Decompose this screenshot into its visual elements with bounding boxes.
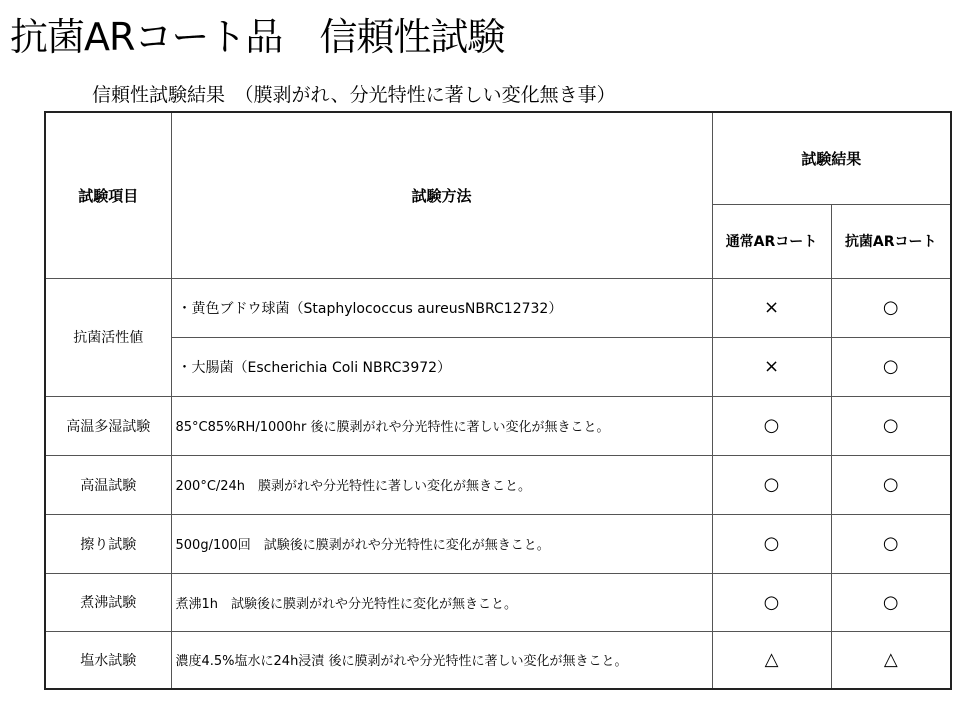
table-caption: 信頼性試験結果 （膜剥がれ、分光特性に著しい変化無き事） [92,84,616,106]
table-row [45,514,951,573]
row-method: 濃度4.5%塩水に24h浸漬 後に膜剥がれや分光特性に著しい変化が無きこと。 [171,631,712,689]
page-title: 抗菌ARコート品 信頼性試験 [10,15,505,59]
antibacterial-result-mark: ○ [831,396,951,455]
reliability-test-table [44,111,952,690]
row-method: 煮沸1h 試験後に膜剥がれや分光特性に変化が無きこと。 [171,573,712,631]
antibacterial-result-mark: ○ [831,337,951,396]
table-row [45,337,951,396]
normal-result-mark: ○ [712,573,831,631]
antibacterial-result-mark: ○ [831,514,951,573]
row-item: 擦り試験 [45,514,171,573]
header-normal-ar: 通常ARコート [712,204,831,278]
normal-result-mark: × [712,278,831,337]
row-item: 高温試験 [45,455,171,514]
normal-result-mark: × [712,337,831,396]
table-row [45,573,951,631]
row-method: ・黄色ブドウ球菌（Staphylococcus aureusNBRC12732） [171,278,712,337]
row-item: 高温多湿試験 [45,396,171,455]
antibacterial-result-mark: ○ [831,455,951,514]
table-row [45,631,951,689]
antibacterial-result-mark: ○ [831,278,951,337]
table-row [45,278,951,337]
header-test-method: 試験方法 [171,112,712,278]
row-method: 200°C/24h 膜剥がれや分光特性に著しい変化が無きこと。 [171,455,712,514]
antibacterial-result-mark: ○ [831,573,951,631]
header-test-item: 試験項目 [45,112,171,278]
normal-result-mark: ○ [712,455,831,514]
table-row [45,396,951,455]
row-item: 塩水試験 [45,631,171,689]
antibacterial-result-mark: △ [831,631,951,689]
table-row [45,455,951,514]
row-method: 500g/100回 試験後に膜剥がれや分光特性に変化が無きこと。 [171,514,712,573]
row-item: 煮沸試験 [45,573,171,631]
header-test-result: 試験結果 [712,112,951,204]
header-antibacterial-ar: 抗菌ARコート [831,204,951,278]
normal-result-mark: △ [712,631,831,689]
row-item: 抗菌活性値 [45,278,171,396]
normal-result-mark: ○ [712,514,831,573]
row-method: ・大腸菌（Escherichia Coli NBRC3972） [171,337,712,396]
row-method: 85°C85%RH/1000hr 後に膜剥がれや分光特性に著しい変化が無きこと。 [171,396,712,455]
normal-result-mark: ○ [712,396,831,455]
